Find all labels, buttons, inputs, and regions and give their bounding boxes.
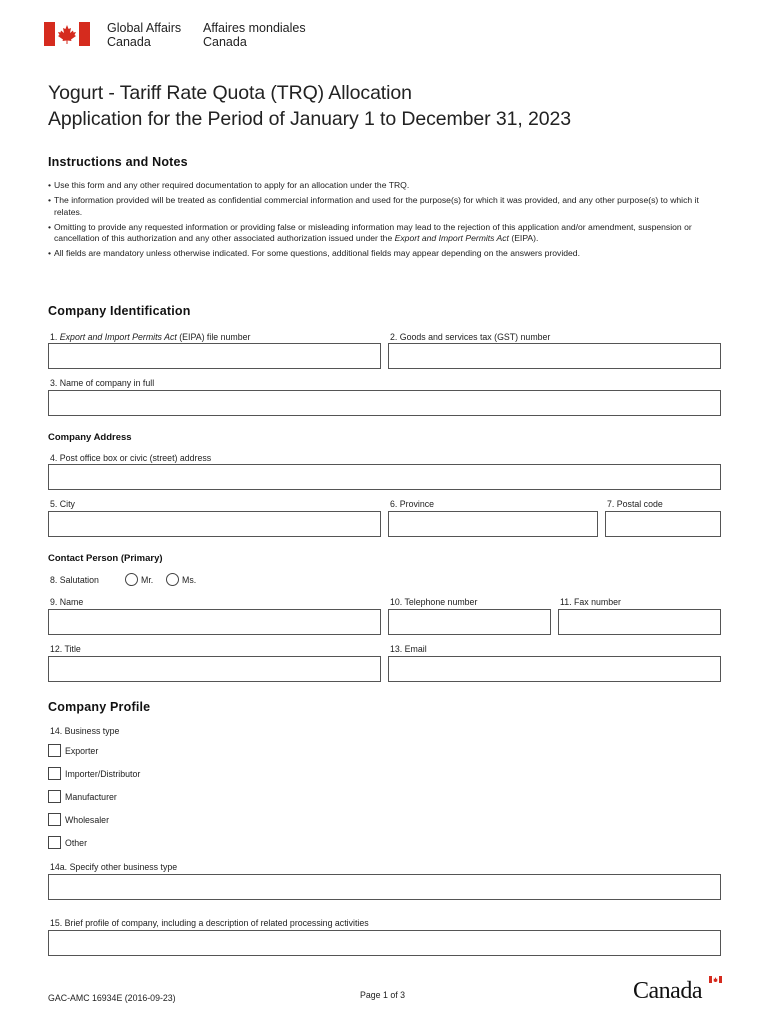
gst-number-field[interactable] bbox=[388, 343, 721, 369]
business-type-manufacturer-checkbox[interactable] bbox=[48, 790, 61, 803]
bullet-icon: • bbox=[48, 221, 52, 232]
eipa-file-number-field[interactable] bbox=[48, 343, 381, 369]
department-name-french bbox=[203, 21, 306, 49]
salutation-mr-radio[interactable] bbox=[125, 573, 138, 586]
salutation-label: 8. Salutation bbox=[50, 575, 99, 585]
department-fr-line1: Affaires mondiales bbox=[203, 21, 306, 35]
fax-label: 11. Fax number bbox=[560, 597, 621, 607]
instruction-text: Omitting to provide any requested information or providing false or misleading information may lead to the rejection of this application and/or amendment, suspension or cancellation of this authorization and any other associated authorization issued under the bbox=[54, 221, 692, 243]
department-en-line2: Canada bbox=[107, 35, 151, 49]
wordmark-flag-icon bbox=[709, 976, 722, 983]
company-identification-heading: Company Identification bbox=[48, 304, 191, 318]
instruction-item bbox=[48, 222, 728, 245]
instruction-item bbox=[48, 195, 728, 218]
eipa-file-number-label bbox=[50, 332, 250, 342]
eipa-label-rest: (EIPA) file number bbox=[176, 332, 251, 342]
company-profile-description-label: 15. Brief profile of company, including a description of related processing activities bbox=[50, 918, 369, 928]
city-field[interactable] bbox=[48, 511, 381, 537]
contact-title-label: 12. Title bbox=[50, 644, 81, 654]
instructions-heading: Instructions and Notes bbox=[48, 155, 188, 169]
telephone-field[interactable] bbox=[388, 609, 551, 635]
instruction-text: All fields are mandatory unless otherwise indicated. For some questions, additional fields may appear depending on the answers provided. bbox=[54, 248, 580, 258]
salutation-ms-label: Ms. bbox=[182, 575, 197, 585]
street-address-label: 4. Post office box or civic (street) address bbox=[50, 453, 212, 463]
bullet-icon: • bbox=[48, 180, 52, 190]
instruction-text: Use this form and any other required documentation to apply for an allocation under the TRQ. bbox=[54, 180, 410, 190]
business-type-other-label: Other bbox=[65, 838, 88, 848]
department-fr-line2: Canada bbox=[203, 35, 247, 49]
business-type-wholesaler-checkbox[interactable] bbox=[48, 813, 61, 826]
instruction-item bbox=[48, 248, 728, 260]
department-name-english bbox=[107, 21, 181, 49]
instruction-act-name: Export and Import Permits Act bbox=[394, 233, 509, 243]
telephone-label: 10. Telephone number bbox=[390, 597, 478, 607]
business-type-importer-checkbox[interactable] bbox=[48, 767, 61, 780]
province-label: 6. Province bbox=[390, 499, 435, 509]
email-label: 13. Email bbox=[390, 644, 427, 654]
department-en-line1: Global Affairs bbox=[107, 21, 182, 35]
province-field[interactable] bbox=[388, 511, 598, 537]
company-name-field[interactable] bbox=[48, 390, 721, 416]
salutation-ms-radio[interactable] bbox=[166, 573, 179, 586]
email-field[interactable] bbox=[388, 656, 721, 682]
form-code: GAC-AMC 16934E (2016-09-23) bbox=[48, 993, 176, 1003]
form-title: Yogurt - Tariff Rate Quota (TRQ) Allocation bbox=[48, 82, 412, 104]
eipa-label-act: Export and Import Permits Act bbox=[59, 332, 177, 342]
other-business-type-label: 14a. Specify other business type bbox=[50, 862, 178, 872]
other-business-type-field[interactable] bbox=[48, 874, 721, 900]
business-type-wholesaler-label: Wholesaler bbox=[65, 815, 110, 825]
bullet-icon: • bbox=[48, 195, 52, 205]
bullet-icon: • bbox=[48, 248, 52, 258]
gst-number-label: 2. Goods and services tax (GST) number bbox=[390, 332, 551, 342]
salutation-mr-label: Mr. bbox=[141, 575, 154, 585]
street-address-field[interactable] bbox=[48, 464, 721, 490]
business-type-exporter-label: Exporter bbox=[65, 746, 99, 756]
business-type-manufacturer-label: Manufacturer bbox=[65, 792, 117, 802]
company-profile-description-field[interactable] bbox=[48, 930, 721, 956]
contact-name-label: 9. Name bbox=[50, 597, 84, 607]
instruction-text-end: (EIPA). bbox=[508, 233, 539, 243]
city-label: 5. City bbox=[50, 499, 75, 509]
contact-name-field[interactable] bbox=[48, 609, 381, 635]
business-type-other-checkbox[interactable] bbox=[48, 836, 61, 849]
company-name-label: 3. Name of company in full bbox=[50, 378, 155, 388]
business-type-label: 14. Business type bbox=[50, 726, 120, 736]
instruction-item bbox=[48, 180, 728, 192]
company-profile-heading: Company Profile bbox=[48, 700, 151, 714]
form-subtitle: Application for the Period of January 1 to December 31, 2023 bbox=[48, 108, 571, 130]
fax-field[interactable] bbox=[558, 609, 721, 635]
instruction-text: The information provided will be treated as confidential commercial information and used for the purpose(s) for which it was provided, and any other purpose(s) to which it relates. bbox=[54, 195, 699, 217]
canada-flag-logo bbox=[44, 22, 90, 46]
business-type-exporter-checkbox[interactable] bbox=[48, 744, 61, 757]
company-address-heading: Company Address bbox=[48, 432, 132, 443]
page-number: Page 1 of 3 bbox=[360, 990, 405, 1000]
business-type-importer-label: Importer/Distributor bbox=[65, 769, 141, 779]
contact-person-heading: Contact Person (Primary) bbox=[48, 553, 163, 564]
postal-code-field[interactable] bbox=[605, 511, 721, 537]
canada-wordmark: Canada bbox=[633, 978, 702, 1004]
instructions-list bbox=[48, 180, 728, 263]
contact-title-field[interactable] bbox=[48, 656, 381, 682]
postal-code-label: 7. Postal code bbox=[607, 499, 663, 509]
eipa-label-number: 1. bbox=[50, 332, 60, 342]
